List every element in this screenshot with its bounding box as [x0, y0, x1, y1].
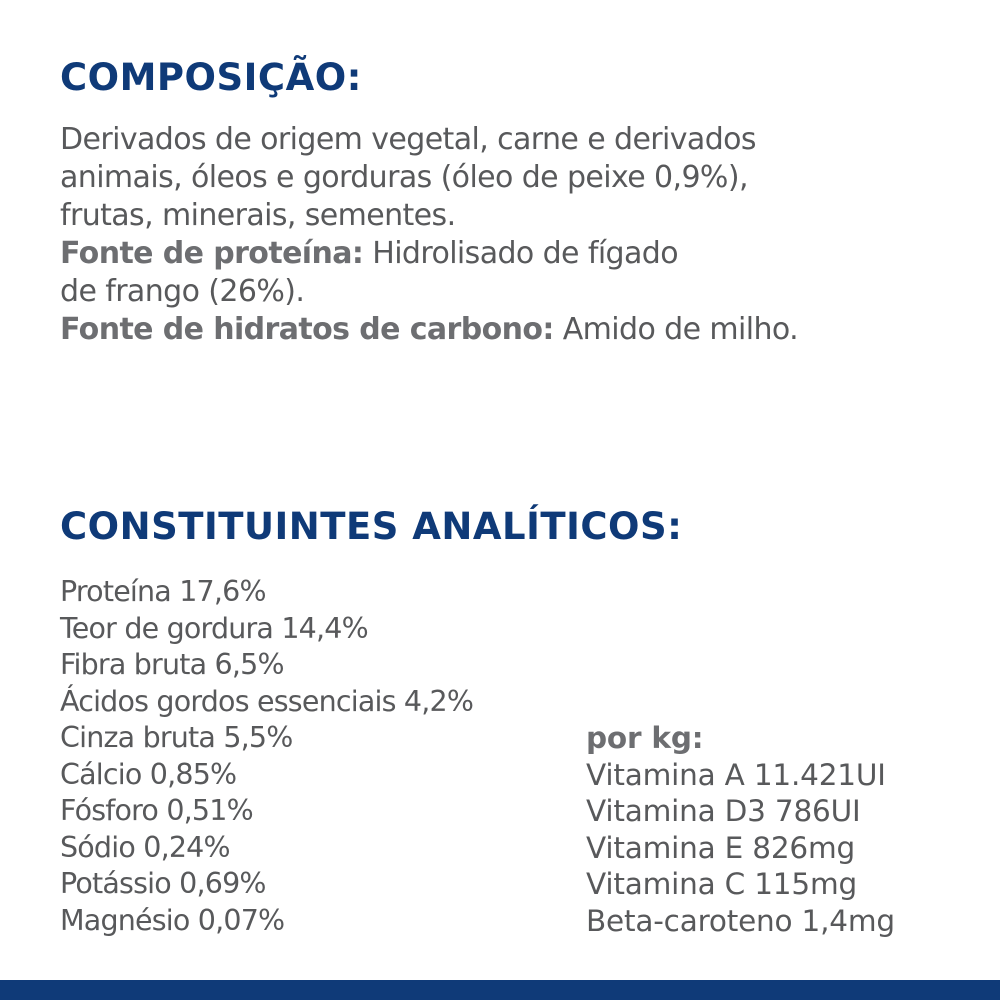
- carb-source-label: Fonte de hidratos de carbono:: [60, 312, 554, 347]
- vitamin-item: Vitamina D3 786UI: [586, 794, 861, 828]
- analytical-item: Ácidos gordos essenciais 4,2%: [60, 684, 474, 718]
- analytical-item: Fósforo 0,51%: [60, 794, 253, 827]
- protein-source-label: Fonte de proteína:: [60, 236, 364, 271]
- carb-source-line: [60, 311, 960, 349]
- bottom-bar: [0, 980, 1000, 1000]
- protein-source-line-2: de frango (26%).: [60, 274, 305, 309]
- protein-source-text: Hidrolisado de fígado: [363, 236, 678, 271]
- analytical-item: Potássio 0,69%: [60, 867, 266, 900]
- composition-line: frutas, minerais, sementes.: [60, 198, 456, 233]
- per-kg-block: [586, 720, 895, 939]
- analytical-item: Sódio 0,24%: [60, 830, 230, 864]
- analytical-item: Teor de gordura 14,4%: [60, 611, 368, 645]
- vitamin-list: [586, 757, 895, 940]
- composition-line: Derivados de origem vegetal, carne e derivados: [60, 122, 756, 157]
- vitamin-item: Beta-caroteno 1,4mg: [586, 903, 895, 938]
- composition-line: animais, óleos e gorduras (óleo de peixe 0,9%),: [60, 160, 748, 195]
- carb-source-text: Amido de milho.: [553, 312, 799, 347]
- analytical-item: Magnésio 0,07%: [60, 903, 285, 937]
- analytical-item: Cálcio 0,85%: [60, 757, 237, 791]
- protein-source-line: [60, 235, 960, 273]
- analytical-item: Cinza bruta 5,5%: [60, 721, 293, 754]
- vitamin-item: Vitamina C 115mg: [586, 867, 858, 901]
- analytical-list: [60, 574, 473, 939]
- composition-text: [60, 121, 960, 349]
- analytical-heading: CONSTITUINTES ANALÍTICOS:: [60, 505, 683, 548]
- vitamin-item: Vitamina A 11.421UI: [586, 757, 886, 792]
- analytical-item: Proteína 17,6%: [60, 575, 266, 608]
- composition-heading: COMPOSIÇÃO:: [60, 56, 362, 99]
- per-kg-title: por kg:: [586, 721, 704, 755]
- vitamin-item: Vitamina E 826mg: [586, 830, 856, 865]
- analytical-item: Fibra bruta 6,5%: [60, 648, 284, 681]
